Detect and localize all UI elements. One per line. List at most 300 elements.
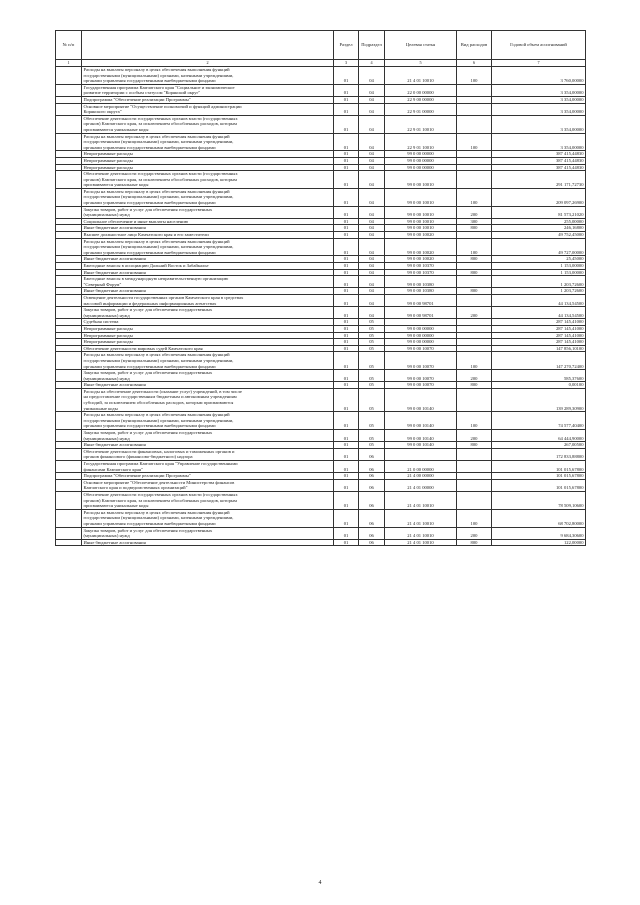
row-name-line: Обеспечение деятельности финансовых, налоговых и таможенных органов и [83, 448, 235, 454]
row-razdel: 01 [334, 539, 359, 546]
row-name-line: (муниципальных) нужд [83, 212, 130, 218]
row-razdel: 01 [334, 509, 359, 527]
row-name-line: Расходы на выплаты персоналу в целях обеспечения выполнения функций [83, 412, 230, 418]
row-podrazdel: 06 [359, 509, 385, 527]
row-target: 99 0 00 10010 [385, 188, 457, 206]
row-target: 22 9 01 10010 [385, 115, 457, 133]
row-amount: 74 577,40400 [492, 412, 586, 430]
table-row [56, 288, 586, 295]
row-vid: 800 [457, 288, 492, 295]
row-razdel: 01 [334, 238, 359, 256]
row-name-cell [82, 539, 334, 546]
row-num-cell [56, 325, 82, 332]
row-name-line: Иные бюджетные ассигнования [83, 442, 146, 448]
row-name-line: присваиваются уникальные коды [83, 503, 149, 509]
row-target: 99 0 00 10020 [385, 238, 457, 256]
row-target: 21 4 01 10010 [385, 509, 457, 527]
row-name-cell [82, 263, 334, 270]
table-row [56, 294, 586, 306]
row-razdel: 01 [334, 103, 359, 115]
row-podrazdel: 05 [359, 382, 385, 389]
row-razdel: 01 [334, 206, 359, 218]
row-amount: 0,00100 [492, 382, 586, 389]
row-amount: 246,16800 [492, 225, 586, 232]
row-num-cell [56, 238, 82, 256]
row-name-cell [82, 67, 334, 85]
row-amount: 387 415,44830 [492, 151, 586, 158]
row-amount: 287 145,41000 [492, 339, 586, 346]
row-podrazdel: 04 [359, 164, 385, 171]
row-razdel: 01 [334, 96, 359, 103]
row-podrazdel: 05 [359, 442, 385, 449]
row-name-cell [82, 352, 334, 370]
row-podrazdel: 04 [359, 256, 385, 263]
row-amount: 3 760,00000 [492, 67, 586, 85]
row-num-cell [56, 527, 82, 539]
column-index: 4 [359, 60, 385, 67]
row-name-cell [82, 319, 334, 326]
row-num-cell [56, 442, 82, 449]
header-vid: Вид расходов [457, 31, 492, 60]
row-num-cell [56, 276, 82, 288]
row-name-line: органами управления государственными внебюджетными фондами [83, 423, 216, 429]
row-razdel: 01 [334, 461, 359, 473]
table-row [56, 345, 586, 352]
row-num-cell [56, 473, 82, 480]
row-vid [457, 319, 492, 326]
row-name-line: (муниципальных) нужд [83, 375, 130, 381]
table-row [56, 325, 586, 332]
row-vid [457, 84, 492, 96]
row-name-line: Корякского округа" [83, 109, 122, 115]
row-name-cell [82, 133, 334, 151]
row-podrazdel: 04 [359, 103, 385, 115]
row-razdel: 01 [334, 339, 359, 346]
row-amount: 1 153,00000 [492, 269, 586, 276]
row-razdel: 01 [334, 115, 359, 133]
row-target: 99 0 00 10070 [385, 345, 457, 352]
row-name-line: Ежегодные взносы в ассоциацию Дальний Восток и Забайкалье [83, 263, 209, 268]
row-vid [457, 232, 492, 239]
row-name-line: Обеспечение деятельности государственных органов власти (государственных [83, 491, 238, 497]
row-name-line: Основное мероприятие "Осуществление полномочий и функций администрации [83, 103, 242, 109]
row-target: 21 4 01 10010 [385, 527, 457, 539]
row-name-cell [82, 218, 334, 225]
row-amount: 44 134,54500 [492, 307, 586, 319]
row-vid: 100 [457, 412, 492, 430]
budget-table-sheet [55, 30, 585, 546]
row-vid [457, 325, 492, 332]
header-row [56, 31, 586, 60]
row-vid [457, 339, 492, 346]
row-name-line: Подпрограмма "Обеспечение реализации Программы" [83, 96, 191, 102]
row-vid: 200 [457, 307, 492, 319]
row-num-cell [56, 539, 82, 546]
row-razdel: 01 [334, 151, 359, 158]
row-target: 99 0 00 00000 [385, 151, 457, 158]
budget-table [55, 30, 586, 546]
row-name-line: развитие территории с особым статусом "Корякский округ" [83, 90, 201, 96]
row-name-line: государственными (муниципальными) органами, казенными учреждениями, [83, 139, 234, 145]
row-vid [457, 479, 492, 491]
row-podrazdel: 06 [359, 448, 385, 460]
row-podrazdel: 05 [359, 412, 385, 430]
row-target: 99 0 00 98701 [385, 307, 457, 319]
row-name-line: Освещение деятельности государственных органов Камчатского края в средствах [83, 294, 244, 300]
table-row [56, 115, 586, 133]
row-name-line: органами управления государственными внебюджетными фондами [83, 200, 216, 206]
row-num-cell [56, 307, 82, 319]
row-name-cell [82, 157, 334, 164]
row-target: 21 0 00 00000 [385, 461, 457, 473]
table-row [56, 232, 586, 239]
row-razdel: 01 [334, 133, 359, 151]
row-num-cell [56, 67, 82, 85]
row-razdel: 01 [334, 388, 359, 411]
row-razdel: 01 [334, 263, 359, 270]
row-razdel: 01 [334, 232, 359, 239]
row-razdel: 01 [334, 269, 359, 276]
row-target: 99 0 00 10370 [385, 263, 457, 270]
row-podrazdel: 04 [359, 84, 385, 96]
row-target: 99 0 00 00000 [385, 325, 457, 332]
row-target: 21 4 00 00000 [385, 473, 457, 480]
row-podrazdel: 04 [359, 276, 385, 288]
row-num-cell [56, 448, 82, 460]
row-amount: 287 145,41000 [492, 319, 586, 326]
row-target: 99 0 00 00000 [385, 164, 457, 171]
row-name-line: Закупка товаров, работ и услуг для обеспечения государственных [83, 206, 213, 212]
row-razdel: 01 [334, 171, 359, 189]
row-num-cell [56, 339, 82, 346]
row-razdel: 01 [334, 276, 359, 288]
table-row [56, 188, 586, 206]
row-razdel: 01 [334, 412, 359, 430]
table-row [56, 263, 586, 270]
row-name-line: Расходы на выплаты персоналу в целях обеспечения выполнения функций [83, 352, 230, 358]
row-target: 99 0 00 10380 [385, 288, 457, 295]
column-index: 5 [385, 60, 457, 67]
row-num-cell [56, 430, 82, 442]
row-vid [457, 461, 492, 473]
row-num-cell [56, 232, 82, 239]
column-index: 7 [492, 60, 586, 67]
row-amount: 255,00000 [492, 218, 586, 225]
row-name-cell [82, 238, 334, 256]
row-vid [457, 276, 492, 288]
table-row [56, 256, 586, 263]
row-name-line: присваиваются уникальные коды [83, 126, 149, 132]
row-name-cell [82, 232, 334, 239]
table-row [56, 370, 586, 382]
column-index-row [56, 60, 586, 67]
row-name-line: Непрограммные расходы [83, 339, 133, 345]
table-row [56, 218, 586, 225]
row-name-line: государственными (муниципальными) органами, казенными учреждениями, [83, 515, 234, 521]
row-num-cell [56, 352, 82, 370]
row-num-cell [56, 96, 82, 103]
row-name-line: Закупка товаров, работ и услуг для обеспечения государственных [83, 527, 213, 533]
row-name-cell [82, 339, 334, 346]
row-razdel: 01 [334, 225, 359, 232]
row-vid: 100 [457, 509, 492, 527]
column-index: 1 [56, 60, 82, 67]
row-name-cell [82, 96, 334, 103]
row-razdel: 01 [334, 294, 359, 306]
row-num-cell [56, 382, 82, 389]
row-num-cell [56, 319, 82, 326]
row-num-cell [56, 388, 82, 411]
row-num-cell [56, 151, 82, 158]
row-vid [457, 151, 492, 158]
row-name-line: органов финансового (финансово-бюджетного) надзора [83, 454, 193, 460]
row-vid: 100 [457, 238, 492, 256]
row-vid [457, 171, 492, 189]
table-row [56, 479, 586, 491]
table-row [56, 269, 586, 276]
row-podrazdel: 06 [359, 491, 385, 509]
row-vid: 200 [457, 527, 492, 539]
table-row [56, 352, 586, 370]
row-podrazdel: 04 [359, 96, 385, 103]
row-name-cell [82, 461, 334, 473]
row-vid [457, 448, 492, 460]
row-target: 99 0 00 10010 [385, 218, 457, 225]
row-name-cell [82, 288, 334, 295]
row-razdel: 01 [334, 67, 359, 85]
table-row [56, 461, 586, 473]
row-podrazdel: 05 [359, 339, 385, 346]
row-razdel: 01 [334, 288, 359, 295]
table-row [56, 276, 586, 288]
row-target: 99 0 00 00000 [385, 157, 457, 164]
table-row [56, 206, 586, 218]
row-name-line: Иные бюджетные ассигнования [83, 269, 146, 275]
row-razdel: 01 [334, 345, 359, 352]
row-podrazdel: 04 [359, 188, 385, 206]
row-podrazdel: 05 [359, 352, 385, 370]
table-row [56, 307, 586, 319]
row-name-line: государственными (муниципальными) органами, казенными учреждениями, [83, 417, 234, 423]
row-razdel: 01 [334, 307, 359, 319]
row-podrazdel: 04 [359, 115, 385, 133]
row-razdel: 01 [334, 491, 359, 509]
row-num-cell [56, 115, 82, 133]
row-target: 21 4 01 10010 [385, 67, 457, 85]
row-name-line: Расходы на выплаты персоналу в целях обеспечения выполнения функций [83, 188, 230, 194]
row-razdel: 01 [334, 332, 359, 339]
row-amount: 101 015,67800 [492, 479, 586, 491]
row-name-cell [82, 276, 334, 288]
row-name-line: Высшее должностное лицо Камчатского края и его заместители [83, 232, 209, 238]
row-name-cell [82, 294, 334, 306]
row-podrazdel: 05 [359, 325, 385, 332]
row-name-line: Иные бюджетные ассигнования [83, 288, 146, 294]
row-razdel: 01 [334, 473, 359, 480]
row-amount: 172 833,88800 [492, 448, 586, 460]
row-vid: 800 [457, 269, 492, 276]
row-name-line: государственными (муниципальными) органами, казенными учреждениями, [83, 357, 234, 363]
row-amount: 387 415,44830 [492, 157, 586, 164]
row-name-line: (муниципальных) нужд [83, 435, 130, 441]
row-name-line: государственными (муниципальными) органами, казенными учреждениями, [83, 244, 234, 250]
row-name-cell [82, 164, 334, 171]
row-target: 99 0 00 10140 [385, 442, 457, 449]
row-name-line: органами управления государственными внебюджетными фондами [83, 144, 216, 150]
row-amount: 68 702,80000 [492, 509, 586, 527]
table-row [56, 96, 586, 103]
row-name-line: Обеспечение деятельности мировых судей Камчатского края [83, 345, 203, 351]
row-amount: 122,00000 [492, 539, 586, 546]
row-razdel: 01 [334, 370, 359, 382]
row-amount: 147 270,72400 [492, 352, 586, 370]
row-name-line: Государственная программа Камчатского края "Социальное и экономическое [83, 84, 235, 90]
row-name-cell [82, 412, 334, 430]
table-row [56, 509, 586, 527]
row-razdel: 01 [334, 442, 359, 449]
row-vid [457, 157, 492, 164]
row-razdel: 01 [334, 448, 359, 460]
row-razdel: 01 [334, 319, 359, 326]
row-name-line: государственными (муниципальными) органами, казенными учреждениями, [83, 72, 234, 78]
row-name-line: Ежегодные взносы в международную неправительственную организацию [83, 276, 229, 282]
row-vid [457, 103, 492, 115]
row-name-cell [82, 527, 334, 539]
row-target: 99 0 00 98701 [385, 294, 457, 306]
column-index: 2 [82, 60, 334, 67]
row-amount: 147 856,10100 [492, 345, 586, 352]
row-name-cell [82, 325, 334, 332]
row-name-line: Социальное обеспечение и иные выплаты населению [83, 218, 189, 224]
row-name-line: Иные бюджетные ассигнования [83, 225, 146, 231]
row-num-cell [56, 84, 82, 96]
table-row [56, 319, 586, 326]
table-row [56, 133, 586, 151]
row-name-cell [82, 84, 334, 96]
row-amount: 101 015,67800 [492, 473, 586, 480]
row-razdel: 01 [334, 218, 359, 225]
row-razdel: 01 [334, 157, 359, 164]
column-index: 6 [457, 60, 492, 67]
table-row [56, 448, 586, 460]
row-amount: 287 145,41000 [492, 325, 586, 332]
row-amount: 101 015,67800 [492, 461, 586, 473]
row-name-line: Закупка товаров, работ и услуг для обеспечения государственных [83, 307, 213, 313]
row-podrazdel: 04 [359, 151, 385, 158]
row-vid: 800 [457, 442, 492, 449]
row-target [385, 448, 457, 460]
row-razdel: 01 [334, 188, 359, 206]
row-vid [457, 332, 492, 339]
row-amount: 139 289,30900 [492, 388, 586, 411]
row-amount: 387 415,44830 [492, 164, 586, 171]
table-row [56, 412, 586, 430]
row-name-cell [82, 382, 334, 389]
row-amount: 3 354,00000 [492, 115, 586, 133]
row-vid: 200 [457, 370, 492, 382]
row-amount: 291 171,72730 [492, 171, 586, 189]
row-num-cell [56, 218, 82, 225]
row-name-cell [82, 206, 334, 218]
row-podrazdel: 04 [359, 133, 385, 151]
row-name-line: Расходы на обеспечение деятельности (оказание услуг) учреждений, в том числе [83, 388, 242, 394]
row-podrazdel: 04 [359, 218, 385, 225]
row-razdel: 01 [334, 84, 359, 96]
row-amount: 1 203,72600 [492, 288, 586, 295]
row-podrazdel: 05 [359, 370, 385, 382]
table-row [56, 442, 586, 449]
row-amount: 49 752,45000 [492, 232, 586, 239]
row-target: 99 0 00 10070 [385, 382, 457, 389]
row-podrazdel: 05 [359, 319, 385, 326]
row-num-cell [56, 332, 82, 339]
row-name-line: Непрограммные расходы [83, 151, 133, 157]
row-amount: 1 153,00000 [492, 263, 586, 270]
row-name-line: Закупка товаров, работ и услуг для обеспечения государственных [83, 430, 213, 436]
row-name-line: Иные бюджетные ассигнования [83, 539, 146, 545]
table-row [56, 332, 586, 339]
row-name-line: (муниципальных) нужд [83, 312, 130, 318]
table-row [56, 491, 586, 509]
row-podrazdel: 04 [359, 225, 385, 232]
row-name-line: Непрограммные расходы [83, 164, 133, 170]
row-name-cell [82, 479, 334, 491]
row-name-cell [82, 225, 334, 232]
row-name-line: Непрограммные расходы [83, 332, 133, 338]
row-vid [457, 345, 492, 352]
table-row [56, 164, 586, 171]
row-amount: 3 354,00000 [492, 96, 586, 103]
row-name-line: Непрограммные расходы [83, 325, 133, 331]
row-podrazdel: 06 [359, 527, 385, 539]
row-name-line: органами управления государственными внебюджетными фондами [83, 363, 216, 369]
row-razdel: 01 [334, 325, 359, 332]
row-vid [457, 473, 492, 480]
row-num-cell [56, 491, 82, 509]
row-podrazdel: 04 [359, 67, 385, 85]
row-target: 99 0 00 10140 [385, 412, 457, 430]
row-name-line: Подпрограмма "Обеспечение реализации Программы" [83, 473, 191, 479]
row-razdel: 01 [334, 352, 359, 370]
row-vid [457, 115, 492, 133]
row-num-cell [56, 263, 82, 270]
row-amount: 585,37600 [492, 370, 586, 382]
row-name-line: Расходы на выплаты персоналу в целях обеспечения выполнения функций [83, 67, 230, 72]
row-name-line: присваиваются уникальные коды [83, 182, 149, 188]
row-target: 99 0 00 10370 [385, 269, 457, 276]
row-num-cell [56, 225, 82, 232]
row-amount: 1 203,72600 [492, 276, 586, 288]
row-name-line: массовой информации и федеральных информационных агентствах [83, 300, 217, 306]
row-amount: 81 573,21020 [492, 206, 586, 218]
row-vid: 300 [457, 218, 492, 225]
row-name-line: Обеспечение деятельности государственных органов власти (государственных [83, 171, 238, 177]
row-razdel: 01 [334, 527, 359, 539]
row-num-cell [56, 479, 82, 491]
row-podrazdel: 04 [359, 288, 385, 295]
row-name-cell [82, 442, 334, 449]
row-amount: 267,00500 [492, 442, 586, 449]
table-row [56, 382, 586, 389]
row-target: 99 0 00 10020 [385, 232, 457, 239]
header-razdel: Раздел [334, 31, 359, 60]
row-target: 99 0 00 10140 [385, 388, 457, 411]
row-name-cell [82, 256, 334, 263]
row-name-cell [82, 307, 334, 319]
row-name-line: Судебная система [83, 319, 119, 325]
row-target: 22 0 00 00000 [385, 84, 457, 96]
page-number: 4 [318, 880, 322, 886]
